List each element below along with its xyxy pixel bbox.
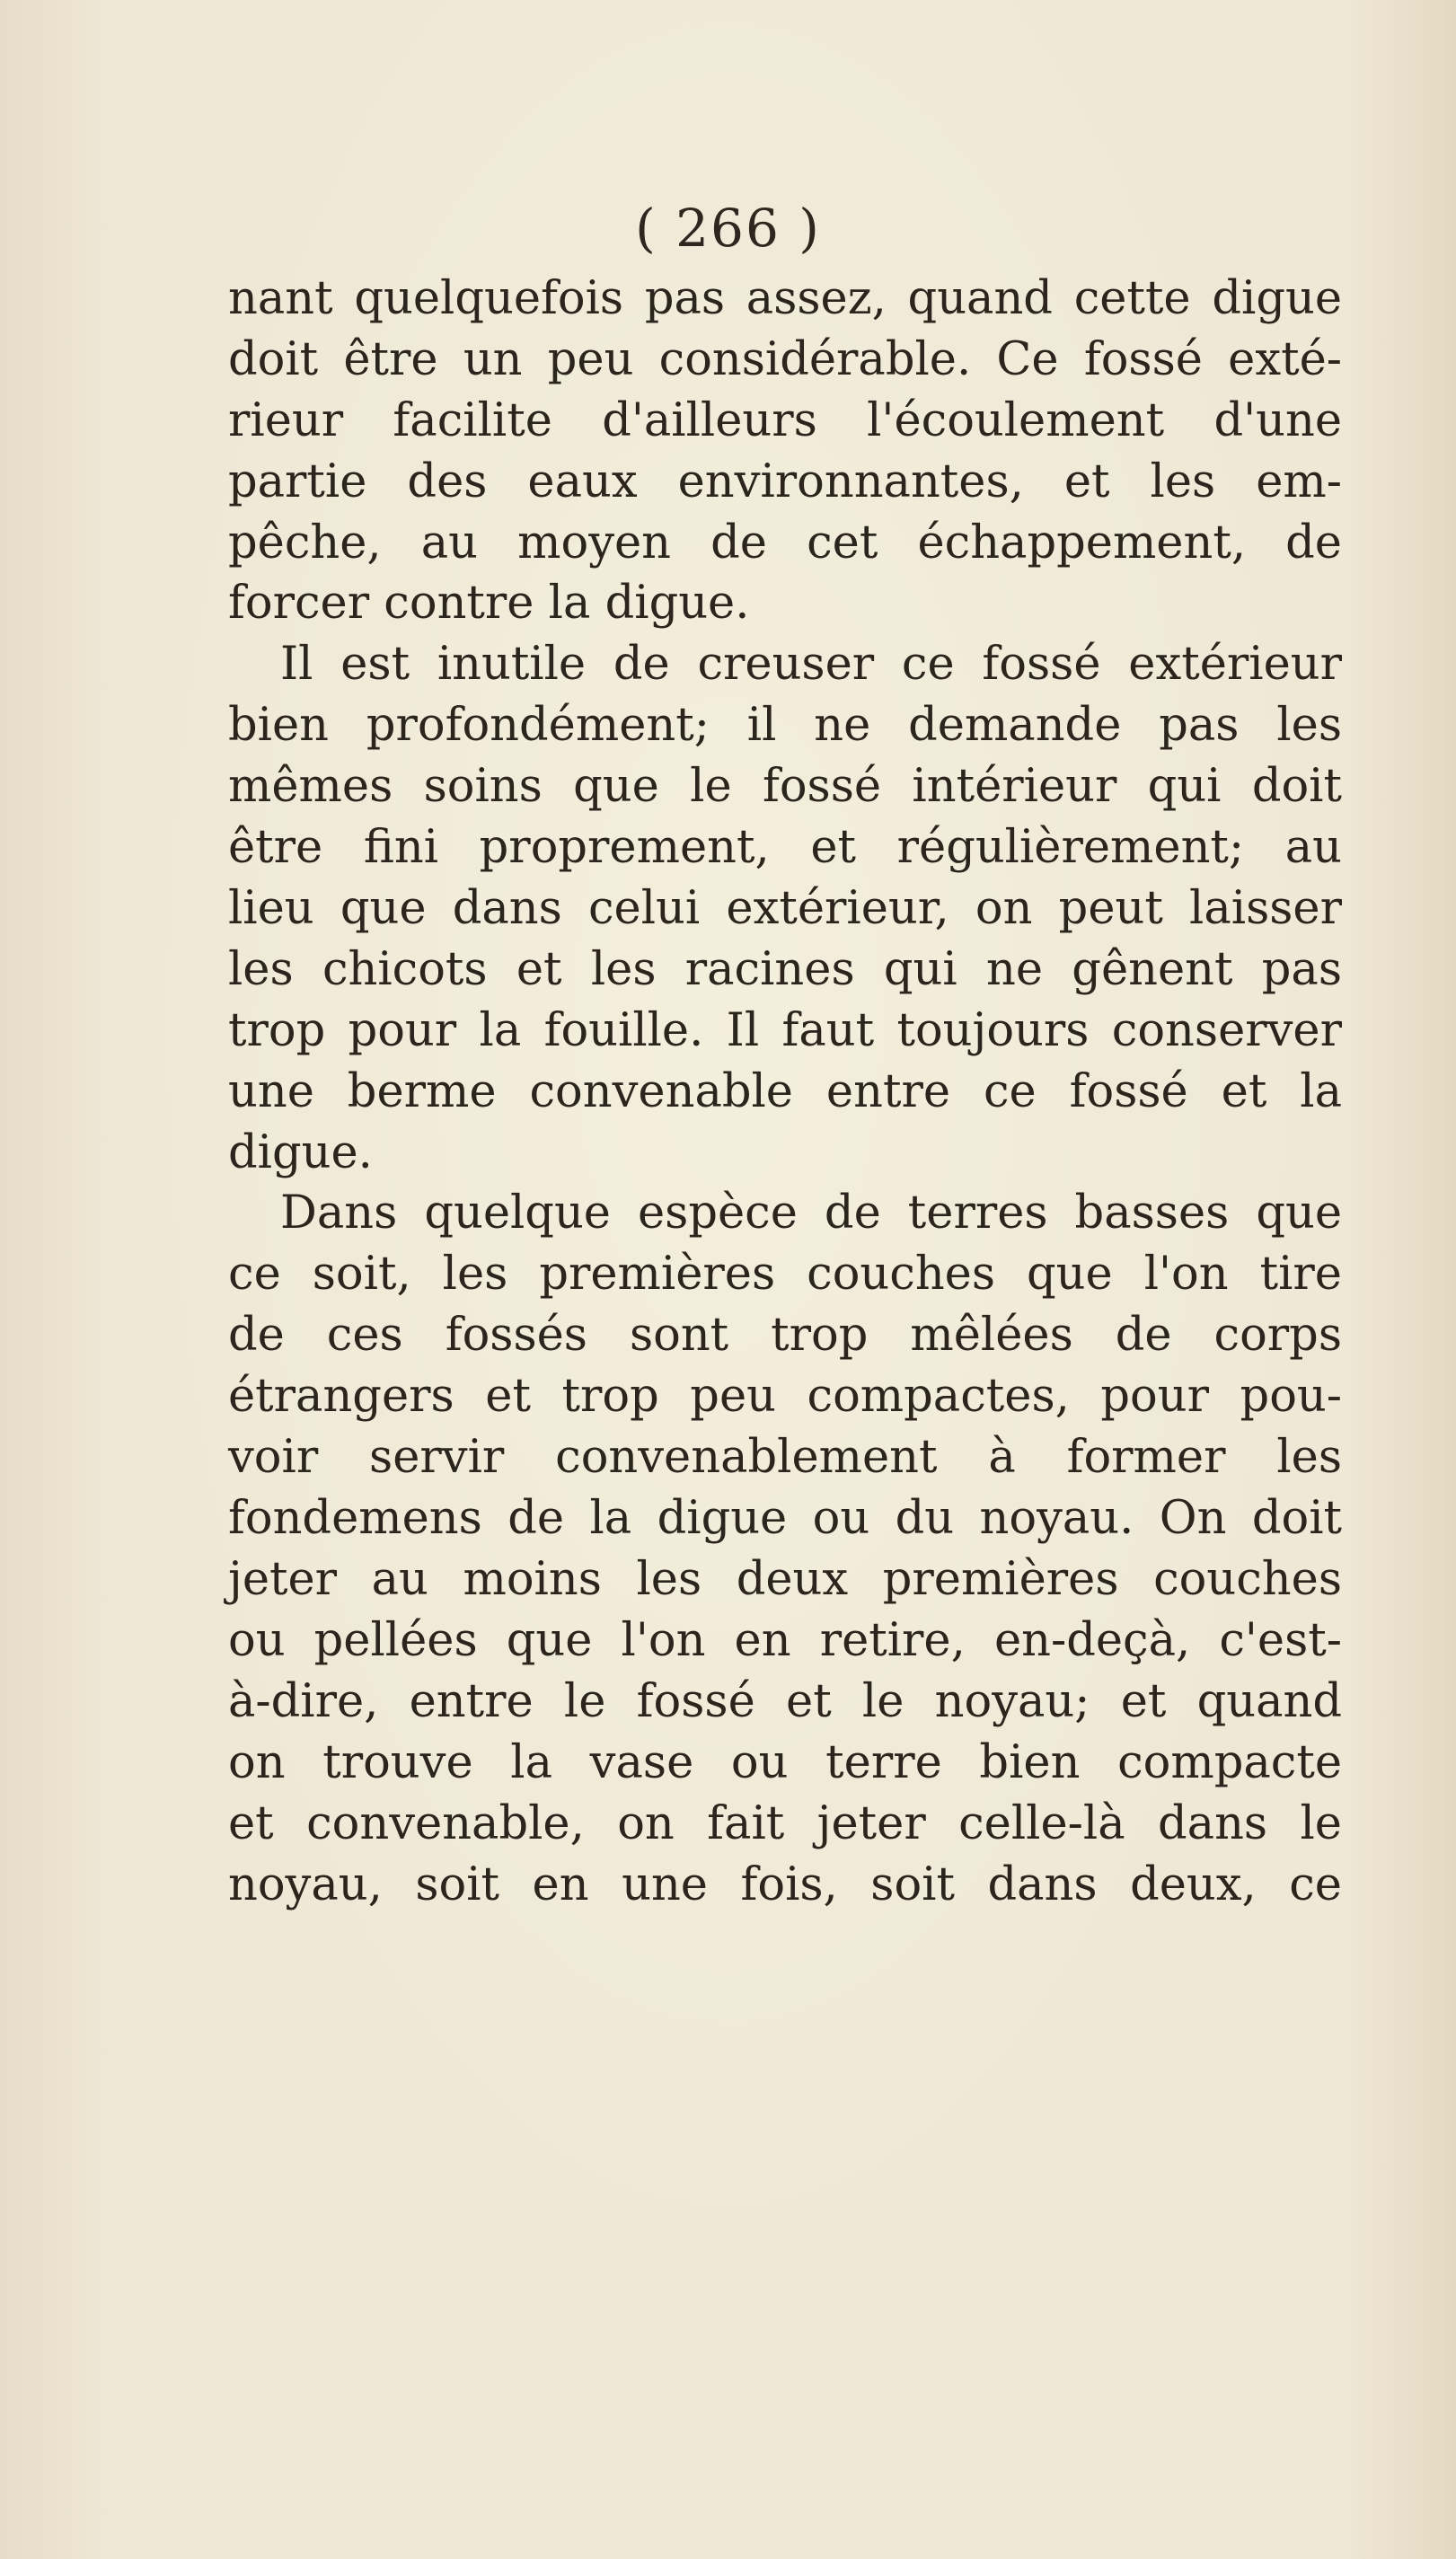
text-line: fondemens de la digue ou du noyau. On doit (228, 1492, 1342, 1545)
text-line: les chicots et les racines qui ne gênent pas (228, 943, 1342, 996)
text-line: être fini proprement, et régulièrement; au (228, 821, 1342, 874)
text-line: rieur facilite d'ailleurs l'écoulement d'une (228, 394, 1342, 447)
text-line: noyau, soit en une fois, soit dans deux, ce (228, 1858, 1342, 1911)
text-line: lieu que dans celui extérieur, on peut laisser (228, 882, 1342, 935)
text-line: on trouve la vase ou terre bien compacte (228, 1736, 1342, 1789)
paragraph-first-line: Il est inutile de creuser ce fossé extérieur (280, 638, 1342, 691)
text-line: de ces fossés sont trop mêlées de corps (228, 1309, 1342, 1362)
text-line: jeter au moins les deux premières couches (228, 1553, 1342, 1606)
text-line: et convenable, on fait jeter celle-là dans le (228, 1797, 1342, 1850)
text-line: étrangers et trop peu compactes, pour pou- (228, 1370, 1342, 1423)
text-line: partie des eaux environnantes, et les em- (228, 455, 1342, 508)
text-line: pêche, au moyen de cet échappement, de (228, 516, 1342, 569)
text-line: forcer contre la digue. (228, 577, 750, 630)
text-line: bien profondément; il ne demande pas les (228, 699, 1342, 752)
text-line: voir servir convenablement à former les (228, 1431, 1342, 1484)
text-line: ou pellées que l'on en retire, en-deçà, c'est- (228, 1614, 1342, 1667)
paragraph-first-line: Dans quelque espèce de terres basses que (280, 1187, 1342, 1240)
text-line: nant quelquefois pas assez, quand cette digue (228, 272, 1342, 325)
text-line: digue. (228, 1126, 373, 1179)
text-line: ce soit, les premières couches que l'on tire (228, 1248, 1342, 1301)
text-line: trop pour la fouille. Il faut toujours conserver (228, 1004, 1342, 1057)
page-number-header: ( 266 ) (635, 198, 821, 259)
text-line: à-dire, entre le fossé et le noyau; et quand (228, 1675, 1342, 1728)
text-line: mêmes soins que le fossé intérieur qui doit (228, 760, 1342, 813)
text-line: une berme convenable entre ce fossé et la (228, 1065, 1342, 1118)
text-line: doit être un peu considérable. Ce fossé exté- (228, 333, 1342, 386)
